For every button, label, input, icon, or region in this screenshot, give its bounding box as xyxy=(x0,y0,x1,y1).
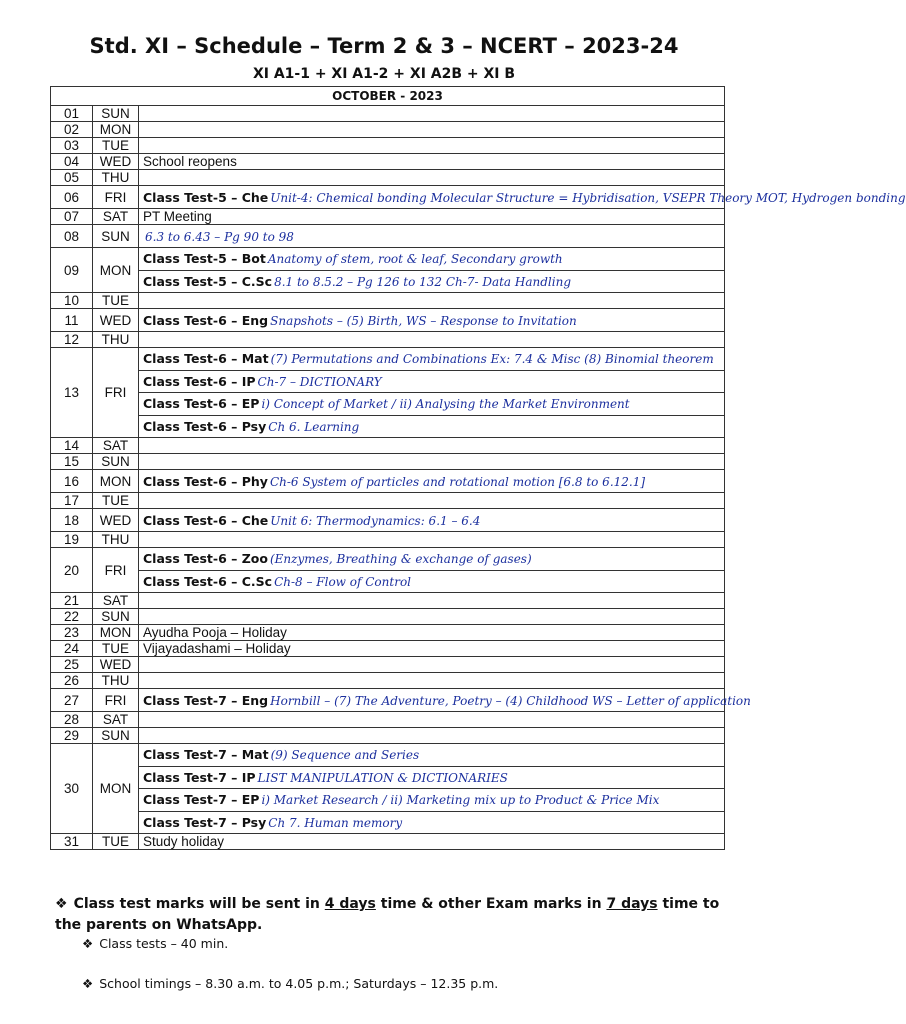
event-cell xyxy=(139,309,725,332)
event-cell xyxy=(139,657,725,673)
handwritten-note: LIST MANIPULATION & DICTIONARIES xyxy=(257,770,508,785)
event-cell xyxy=(139,673,725,689)
event-cell xyxy=(139,470,725,493)
table-row xyxy=(51,170,725,186)
schedule-body xyxy=(51,87,906,850)
day-cell: SUN xyxy=(93,225,139,248)
event-text: Class Test-6 – IP xyxy=(143,373,256,389)
event-cell xyxy=(139,415,725,438)
day-cell: MON xyxy=(93,744,139,834)
day-cell: TUE xyxy=(93,293,139,309)
date-cell: 16 xyxy=(51,470,93,493)
table-row xyxy=(51,225,725,248)
date-cell: 11 xyxy=(51,309,93,332)
day-cell: TUE xyxy=(93,493,139,509)
table-row xyxy=(51,689,725,712)
event-text: Vijayadashami – Holiday xyxy=(143,641,291,656)
date-cell: 18 xyxy=(51,509,93,532)
date-cell: 05 xyxy=(51,170,93,186)
date-cell: 17 xyxy=(51,493,93,509)
event-text: Class Test-6 – C.Sc xyxy=(143,573,273,589)
day-cell: MON xyxy=(93,625,139,641)
event-text: Class Test-6 – Phy xyxy=(143,473,268,489)
event-text: Class Test-7 – Eng xyxy=(143,692,269,708)
table-row xyxy=(51,186,725,209)
day-cell: SUN xyxy=(93,609,139,625)
schedule-table xyxy=(50,86,906,850)
handwritten-note: Hornbill – (7) The Adventure, Poetry – (4) Childhood WS – Letter of application xyxy=(270,693,751,708)
event-text: Class Test-6 – Zoo xyxy=(143,551,268,567)
day-cell: THU xyxy=(93,332,139,348)
diamond-bullet-icon: ❖ xyxy=(82,976,94,991)
day-cell: SAT xyxy=(93,209,139,225)
event-text: Class Test-6 – Psy xyxy=(143,418,267,434)
event-text: Class Test-6 – Che xyxy=(143,512,269,528)
day-cell: WED xyxy=(93,657,139,673)
table-row xyxy=(51,209,725,225)
marks-note-text: time & other Exam marks in xyxy=(375,896,607,912)
handwritten-note: Ch-7 – DICTIONARY xyxy=(257,374,382,389)
class-tests-note xyxy=(82,936,682,951)
date-cell: 29 xyxy=(51,728,93,744)
handwritten-note: i) Concept of Market / ii) Analysing the Market Environment xyxy=(261,397,630,412)
date-cell: 28 xyxy=(51,712,93,728)
handwritten-note: (Enzymes, Breathing & exchange of gases) xyxy=(269,552,532,567)
event-cell xyxy=(139,106,725,122)
table-row xyxy=(51,593,725,609)
table-row xyxy=(51,641,725,657)
event-cell xyxy=(139,186,906,209)
handwritten-note: 8.1 to 8.5.2 – Pg 126 to 132 Ch-7- Data Handling xyxy=(274,274,572,289)
class-tests-text: Class tests – 40 min. xyxy=(99,936,229,951)
day-cell: FRI xyxy=(93,548,139,593)
table-row xyxy=(51,454,725,470)
day-cell: TUE xyxy=(93,641,139,657)
page-title: Std. XI – Schedule – Term 2 & 3 – NCERT – 2023-24 xyxy=(89,34,679,58)
event-text: Study holiday xyxy=(143,834,225,849)
event-cell xyxy=(139,454,725,470)
day-cell: WED xyxy=(93,509,139,532)
diamond-bullet-icon: ❖ xyxy=(82,936,94,951)
date-cell: 31 xyxy=(51,834,93,850)
date-cell: 06 xyxy=(51,186,93,209)
day-cell: FRI xyxy=(93,186,139,209)
table-row xyxy=(51,789,725,812)
table-row xyxy=(51,415,725,438)
timings-note xyxy=(82,976,722,991)
table-row xyxy=(51,348,725,371)
event-cell xyxy=(139,209,725,225)
table-row xyxy=(51,470,725,493)
day-cell: FRI xyxy=(93,689,139,712)
day-cell: MON xyxy=(93,122,139,138)
date-cell: 27 xyxy=(51,689,93,712)
date-cell: 04 xyxy=(51,154,93,170)
event-cell xyxy=(139,532,725,548)
marks-note-text: Class test marks will be sent in xyxy=(73,896,325,912)
date-cell: 02 xyxy=(51,122,93,138)
handwritten-note: Snapshots – (5) Birth, WS – Response to Invitation xyxy=(270,313,577,328)
handwritten-note: Ch-6 System of particles and rotational motion [6.8 to 6.12.1] xyxy=(269,474,646,489)
table-row xyxy=(51,609,725,625)
event-text: Class Test-7 – Psy xyxy=(143,814,267,830)
table-row xyxy=(51,393,725,416)
event-cell xyxy=(139,789,725,812)
event-cell xyxy=(139,438,725,454)
date-cell: 23 xyxy=(51,625,93,641)
date-cell: 08 xyxy=(51,225,93,248)
day-cell: SAT xyxy=(93,593,139,609)
date-cell: 21 xyxy=(51,593,93,609)
event-text: Class Test-7 – IP xyxy=(143,769,256,785)
table-row xyxy=(51,625,725,641)
table-row xyxy=(51,766,725,789)
day-cell: SUN xyxy=(93,454,139,470)
handwritten-note: Unit 6: Thermodynamics: 6.1 – 6.4 xyxy=(270,513,481,528)
table-row xyxy=(51,570,725,593)
event-cell xyxy=(139,811,725,834)
handwritten-note: i) Market Research / ii) Marketing mix up to Product & Price Mix xyxy=(261,793,660,808)
handwritten-note: Ch 7. Human memory xyxy=(268,815,403,830)
table-row xyxy=(51,309,725,332)
timings-text: School timings – 8.30 a.m. to 4.05 p.m.; Saturdays – 12.35 p.m. xyxy=(99,976,499,991)
marks-note xyxy=(55,894,735,936)
event-cell xyxy=(139,766,725,789)
date-cell: 14 xyxy=(51,438,93,454)
date-cell: 07 xyxy=(51,209,93,225)
date-cell: 01 xyxy=(51,106,93,122)
event-cell xyxy=(139,728,725,744)
event-cell xyxy=(139,348,725,371)
event-cell xyxy=(139,509,725,532)
handwritten-note: Unit-4: Chemical bonding Molecular Structure = Hybridisation, VSEPR Theory MOT, Hydrogen bonding xyxy=(270,190,906,205)
day-cell: SAT xyxy=(93,712,139,728)
date-cell: 20 xyxy=(51,548,93,593)
event-cell xyxy=(139,548,725,571)
day-cell: THU xyxy=(93,532,139,548)
event-text: Class Test-7 – Mat xyxy=(143,747,269,763)
handwritten-note: (7) Permutations and Combinations Ex: 7.4 & Misc (8) Binomial theorem xyxy=(270,352,714,367)
day-cell: SUN xyxy=(93,106,139,122)
event-cell xyxy=(139,593,725,609)
event-cell xyxy=(139,744,725,767)
event-cell xyxy=(139,689,751,712)
day-cell: MON xyxy=(93,470,139,493)
table-row xyxy=(51,548,725,571)
handwritten-note: Ch 6. Learning xyxy=(268,419,360,434)
event-cell xyxy=(139,609,725,625)
event-cell xyxy=(139,712,725,728)
event-cell xyxy=(139,332,725,348)
table-row xyxy=(51,728,725,744)
page-subtitle: XI A1-1 + XI A1-2 + XI A2B + XI B xyxy=(252,66,516,82)
event-cell xyxy=(139,154,725,170)
handwritten-note: 6.3 to 6.43 – Pg 90 to 98 xyxy=(145,229,294,244)
date-cell: 10 xyxy=(51,293,93,309)
marks-note-days-1: 4 days xyxy=(324,896,376,912)
day-cell: THU xyxy=(93,673,139,689)
table-row xyxy=(51,834,725,850)
handwritten-note: (9) Sequence and Series xyxy=(270,748,420,763)
table-row xyxy=(51,106,725,122)
day-cell: THU xyxy=(93,170,139,186)
day-cell: SAT xyxy=(93,438,139,454)
table-row xyxy=(51,138,725,154)
event-text: Class Test-5 – Bot xyxy=(143,251,266,267)
event-cell xyxy=(139,138,725,154)
handwritten-note: Ch-8 – Flow of Control xyxy=(274,574,412,589)
day-cell: WED xyxy=(93,154,139,170)
diamond-bullet-icon: ❖ xyxy=(55,896,68,912)
table-row xyxy=(51,811,725,834)
table-row xyxy=(51,122,725,138)
day-cell: SUN xyxy=(93,728,139,744)
event-cell xyxy=(139,248,725,271)
table-row xyxy=(51,744,725,767)
table-row xyxy=(51,370,725,393)
date-cell: 13 xyxy=(51,348,93,438)
event-cell xyxy=(139,270,725,293)
date-cell: 22 xyxy=(51,609,93,625)
event-text: Class Test-5 – Che xyxy=(143,189,269,205)
event-cell xyxy=(139,293,725,309)
event-text: Class Test-6 – Eng xyxy=(143,312,269,328)
date-cell: 24 xyxy=(51,641,93,657)
date-cell: 30 xyxy=(51,744,93,834)
table-row xyxy=(51,509,725,532)
event-text: Class Test-6 – Mat xyxy=(143,351,269,367)
table-row xyxy=(51,673,725,689)
event-text: Class Test-6 – EP xyxy=(143,396,260,412)
event-text: Ayudha Pooja – Holiday xyxy=(143,625,287,640)
table-row xyxy=(51,332,725,348)
event-text: Class Test-7 – EP xyxy=(143,792,260,808)
event-cell xyxy=(139,570,725,593)
date-cell: 25 xyxy=(51,657,93,673)
month-header: OCTOBER - 2023 xyxy=(51,87,725,106)
event-text: Class Test-5 – C.Sc xyxy=(143,273,273,289)
table-row xyxy=(51,438,725,454)
event-cell xyxy=(139,122,725,138)
marks-note-days-2: 7 days xyxy=(606,896,658,912)
table-row xyxy=(51,712,725,728)
day-cell: MON xyxy=(93,248,139,293)
date-cell: 26 xyxy=(51,673,93,689)
date-cell: 19 xyxy=(51,532,93,548)
day-cell: TUE xyxy=(93,834,139,850)
event-cell xyxy=(139,170,725,186)
marks-note-text: time to the parents on WhatsApp. xyxy=(55,896,720,933)
table-row xyxy=(51,532,725,548)
date-cell: 03 xyxy=(51,138,93,154)
event-text: PT Meeting xyxy=(143,209,212,224)
day-cell: FRI xyxy=(93,348,139,438)
table-row xyxy=(51,270,725,293)
table-row xyxy=(51,154,725,170)
handwritten-note: Anatomy of stem, root & leaf, Secondary growth xyxy=(267,252,563,267)
event-cell xyxy=(139,493,725,509)
table-row xyxy=(51,657,725,673)
date-cell: 15 xyxy=(51,454,93,470)
event-text: School reopens xyxy=(143,154,237,169)
event-cell xyxy=(139,225,725,248)
day-cell: TUE xyxy=(93,138,139,154)
date-cell: 12 xyxy=(51,332,93,348)
table-row xyxy=(51,293,725,309)
event-cell xyxy=(139,625,725,641)
month-header-row xyxy=(51,87,725,106)
table-row xyxy=(51,248,725,271)
date-cell: 09 xyxy=(51,248,93,293)
event-cell xyxy=(139,641,725,657)
day-cell: WED xyxy=(93,309,139,332)
event-cell xyxy=(139,834,725,850)
event-cell xyxy=(139,393,725,416)
event-cell xyxy=(139,370,725,393)
table-row xyxy=(51,493,725,509)
